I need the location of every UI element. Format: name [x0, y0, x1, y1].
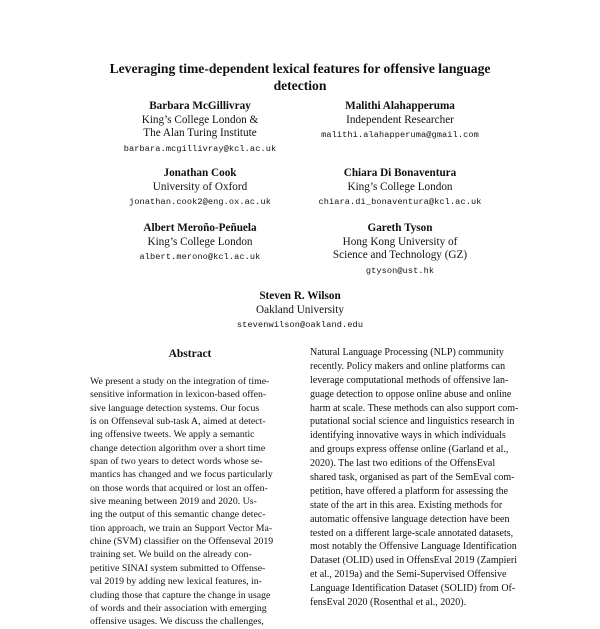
author-email: malithi.alahapperuma@gmail.com — [321, 130, 479, 141]
abstract-line: sive meaning between 2019 and 2020. Us- — [90, 496, 257, 508]
author-affiliation: Oakland University — [256, 303, 344, 316]
body-line: state of the art in this area. Existing methods for — [310, 499, 503, 511]
abstract-line: change detection algorithm over a short time — [90, 442, 266, 454]
abstract-line: val 2019 by adding new lexical features, in- — [90, 576, 262, 588]
author-affiliation: The Alan Turing Institute — [143, 127, 257, 140]
author-affiliation: King’s College London — [347, 180, 453, 193]
abstract-line: sensitive information in lexicon-based offen- — [90, 389, 267, 401]
body-line: tested on a different large-scale annotated datasets, — [310, 527, 514, 539]
author-name: Jonathan Cook — [163, 167, 237, 179]
abstract-line: is on Offenseval sub-task A, aimed at detect- — [90, 416, 266, 428]
title-line: Leveraging time-dependent lexical features for offensive language — [109, 61, 491, 76]
author-name: Gareth Tyson — [367, 222, 433, 234]
body-line: and groups express offense online (Garland et al., — [310, 444, 509, 456]
body-line: 2020). The last two editions of the OffensEval — [310, 458, 496, 470]
author-name: Steven R. Wilson — [259, 290, 341, 302]
body-line: Natural Language Processing (NLP) community — [310, 347, 504, 358]
body-line: recently. Policy makers and online platforms can — [310, 360, 506, 372]
author-email: jonathan.cook2@eng.ox.ac.uk — [129, 197, 271, 208]
author-name: Chiara Di Bonaventura — [343, 167, 457, 179]
author-affiliation: Hong Kong University of — [342, 235, 458, 248]
author-block — [270, 167, 530, 210]
body-line: leverage computational methods of offensive lan- — [310, 374, 509, 386]
body-line: guage detection to oppose online abuse and online — [310, 388, 512, 400]
author-affiliation: Science and Technology (GZ) — [332, 249, 468, 262]
intro-body — [310, 346, 530, 610]
body-line: shared task, organised as part of the SemEval com- — [310, 472, 515, 484]
body-line: automatic offensive language detection have been — [310, 513, 510, 525]
abstract-line: ing offensive tweets. We apply a semantic — [90, 429, 255, 441]
author-email: chiara.di_bonaventura@kcl.ac.uk — [318, 197, 482, 208]
abstract-line: sive language detection systems. Our focus — [90, 402, 260, 414]
abstract-body — [90, 375, 286, 629]
body-line: Dataset (OLID) used in OffensEval 2019 (Zampieri — [310, 555, 517, 567]
body-line: petition, have offered a platform for assessing the — [310, 485, 509, 497]
author-email: gtyson@ust.hk — [365, 265, 435, 276]
author-name: Malithi Alahapperuma — [345, 100, 455, 112]
author-block — [270, 100, 530, 143]
author-email: albert.merono@kcl.ac.uk — [139, 252, 261, 263]
title-line: detection — [273, 78, 327, 93]
body-line: fensEval 2020 (Rosenthal et al., 2020). — [310, 597, 467, 609]
body-line: most notably the Offensive Language Identification — [310, 541, 517, 553]
abstract-line: mantics has changed and we focus particularly — [90, 469, 273, 481]
abstract-line: petitive SINAI system submitted to Offense- — [90, 562, 266, 574]
author-email: barbara.mcgillivray@kcl.ac.uk — [123, 143, 277, 154]
author-affiliation: University of Oxford — [152, 180, 248, 193]
abstract-line: span of two years to detect words whose se- — [90, 456, 263, 468]
paper-title — [60, 60, 540, 94]
author-affiliation: Independent Researcher — [346, 113, 454, 126]
body-line: harm at scale. These methods can also support com- — [310, 402, 519, 414]
author-name: Albert Meroño-Peñuela — [143, 222, 257, 234]
abstract-line: on those words that acquired or lost an offen- — [90, 482, 268, 494]
abstract-line: We present a study on the integration of time- — [90, 376, 270, 387]
author-affiliation: King’s College London — [147, 235, 253, 248]
body-line: putational social science and linguistics research in — [310, 416, 515, 428]
author-block — [170, 290, 430, 333]
abstract-line: offensive usages. We discuss the challenges, — [90, 616, 264, 628]
abstract-heading: Abstract — [168, 348, 212, 360]
body-line: identifying innovative ways in which individuals — [310, 430, 506, 442]
author-affiliation: King’s College London & — [141, 113, 259, 126]
abstract-line: of words and their association with emerging — [90, 602, 267, 614]
abstract-line: ing the output of this semantic change detec- — [90, 509, 266, 521]
author-email: stevenwilson@oakland.edu — [236, 320, 364, 331]
abstract-line: training set. We build on the already con- — [90, 549, 252, 561]
body-line: et al., 2019a) and the Semi-Supervised Offensive — [310, 569, 507, 581]
body-line: Language Identification Dataset (SOLID) from Of- — [310, 583, 516, 595]
abstract-line: chine (SVM) classifier on the Offenseval 2019 — [90, 536, 274, 548]
author-block — [270, 222, 530, 278]
abstract-line: tion approach, we train an Support Vector Ma- — [90, 522, 273, 534]
abstract-line: cluding those that capture the change in usage — [90, 589, 271, 601]
author-name: Barbara McGillivray — [149, 100, 251, 112]
